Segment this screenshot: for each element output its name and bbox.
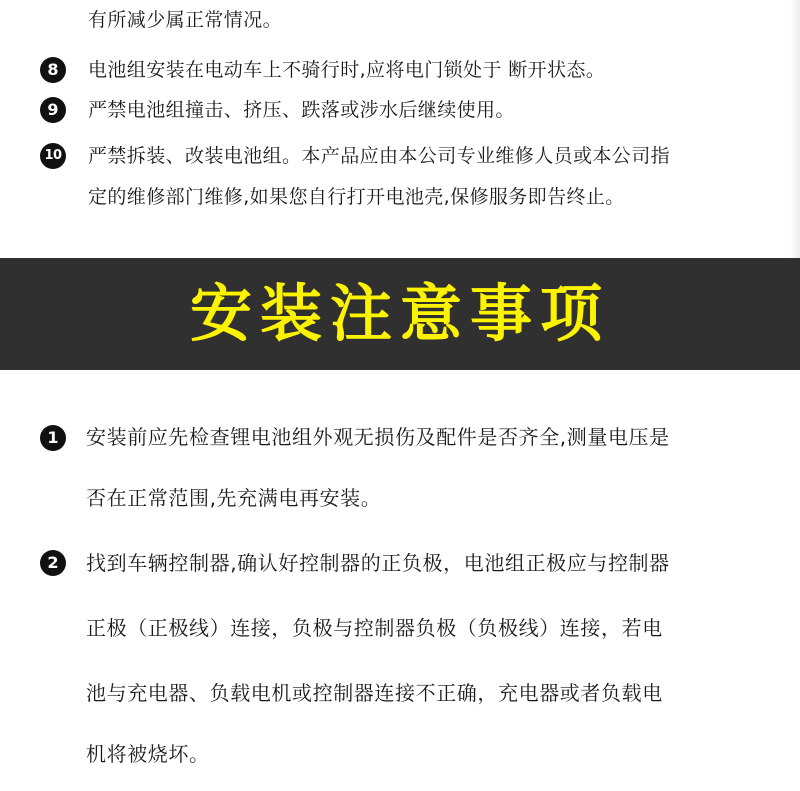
section-banner [0, 258, 800, 370]
install-2-text-line-2: 正极（正极线）连接，负极与控制器负极（负极线）连接，若电 [86, 616, 663, 640]
install-1-text-line-2: 否在正常范围,先充满电再安装。 [86, 486, 382, 510]
edge-shade [790, 0, 800, 258]
note-10-text-line-1: 严禁拆装、改装电池组。本产品应由本公司专业维修人员或本公司指 [88, 145, 671, 167]
number-badge-10: 10 [40, 143, 66, 169]
install-notes-section [0, 370, 800, 791]
number-badge-8: 8 [40, 57, 66, 83]
install-1-text-line-1: 安装前应先检查锂电池组外观无损伤及配件是否齐全,测量电压是 [86, 425, 670, 449]
banner-title: 安装注意事项 [189, 277, 610, 350]
number-badge-2: 2 [40, 550, 66, 576]
continued-text-line: 有所减少属正常情况。 [88, 9, 283, 31]
install-2-text-line-1: 找到车辆控制器,确认好控制器的正负极，电池组正极应与控制器 [86, 551, 670, 575]
note-9-text: 严禁电池组撞击、挤压、跌落或涉水后继续使用。 [88, 99, 515, 121]
note-8-text: 电池组安装在电动车上不骑行时,应将电门锁处于 断开状态。 [88, 59, 606, 81]
number-badge-1: 1 [40, 425, 66, 451]
install-2-text-line-4: 机将被烧坏。 [86, 742, 210, 766]
install-2-text-line-3: 池与充电器、负载电机或控制器连接不正确，充电器或者负载电 [86, 681, 663, 705]
previous-notes-section [0, 0, 800, 258]
number-badge-9: 9 [40, 97, 66, 123]
note-10-text-line-2: 定的维修部门维修,如果您自行打开电池壳,保修服务即告终止。 [88, 186, 625, 208]
